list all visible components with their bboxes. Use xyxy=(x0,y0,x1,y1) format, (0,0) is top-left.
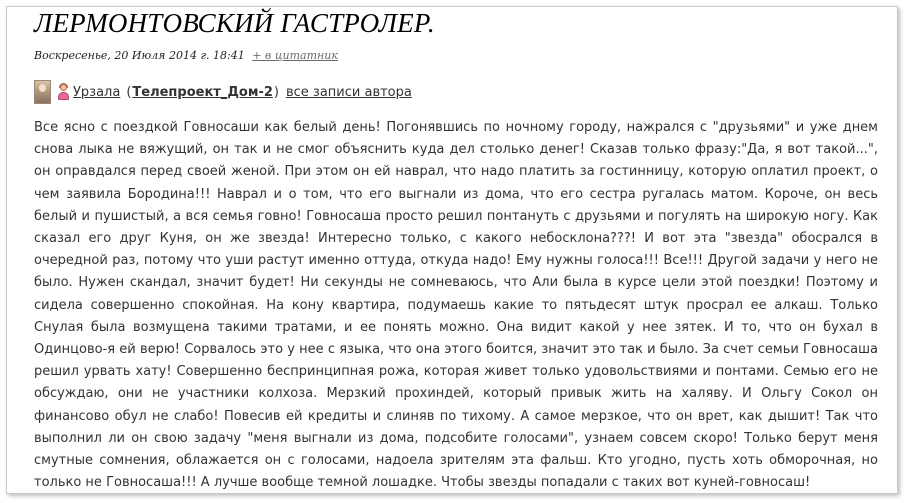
project-link[interactable]: Телепроект_Дом-2 xyxy=(132,84,273,100)
close-paren: ) xyxy=(273,84,279,100)
all-author-posts-link[interactable]: все записи автора xyxy=(285,84,412,100)
add-to-quotes-link[interactable]: + в цитатник xyxy=(252,49,338,62)
open-paren: ( xyxy=(126,84,132,100)
avatar[interactable] xyxy=(34,80,51,104)
post-meta xyxy=(34,49,338,62)
post-title: ЛЕРМОНТОВСКИЙ ГАСТРОЛЕР. xyxy=(34,8,435,38)
author-name-link[interactable]: Урзала xyxy=(73,84,121,100)
author-row xyxy=(34,78,412,106)
female-user-icon xyxy=(56,83,70,101)
post-body: Все ясно с поездкой Говносаши как белый день! Погонявшись по ночному городу, нажрался с "друзьями" и уже днем снова лыка не вяжущий, он так и не смог объяснить куда дел столько денег! Сказав только фразу:"Да, я вот такой...", он оправдался перед своей женой. При этом он ей наврал, что надо платить за гостинницу, которую оплатил проект, о чем заявила Бородина!!! Наврал и о том, что его выгнали из дома, что его сестра ругалась матом. Короче, он весь белый и пушистый, а вся семья говно! Говносаша просто решил понтануть с друзьями и погулять на широкую ногу. Как сказал его друг Куня, он же звезда! Интересно только, с какого небосклона???! И вот эта "звезда" обосрался в очередной раз, потому что уши растут именно оттуда, откуда надо! Ему нужны голоса!!! Все!!! Другой задачи у него не было. Нужен скандал, значит будет! Ни секунды не сомневаюсь, что Али была в курсе цели этой поездки! Поэтому и сидела совершенно спокойная. На кону квартира, подумаешь какие то пятьдесят штук просрал ее алкаш. Только Снулая была возмущена такими тратами, и ее понять можно. Она видит какой у нее зятек. И то, что он бухал в Одинцово-я ей верю! Сорвалось это у нее с языка, что она этого боится, значит это так и было. За счет семьи Говносаша решил урвать хату! Совершенно беспринципная рожа, которая живет только удовольствиями и понтами. Семью его не обсуждаю, они не участники колхоза. Мерзкий прохиндей, который привык жить на халяву. И Ольгу Сокол он финансово обул не слабо! Повесив ей кредиты и слиняв по тихому. А самое мерзкое, что он врет, как дышит! Так что выполнил ли он свою задачу "меня выгнали из дома, подсобите голосами", узнаем совсем скоро! Только берут меня смутные сомнения, облажается он с голосами, надоела зрителям эта фальш. Кто угодно, пусть хоть обморочная, но только не Говносаша!!! А лучше вообще темной лошадке. Чтобы звезды попадали с таких вот куней-говносаш! xyxy=(34,120,878,491)
post-date: Воскресенье, 20 Июля 2014 г. 18:41 xyxy=(34,49,245,62)
